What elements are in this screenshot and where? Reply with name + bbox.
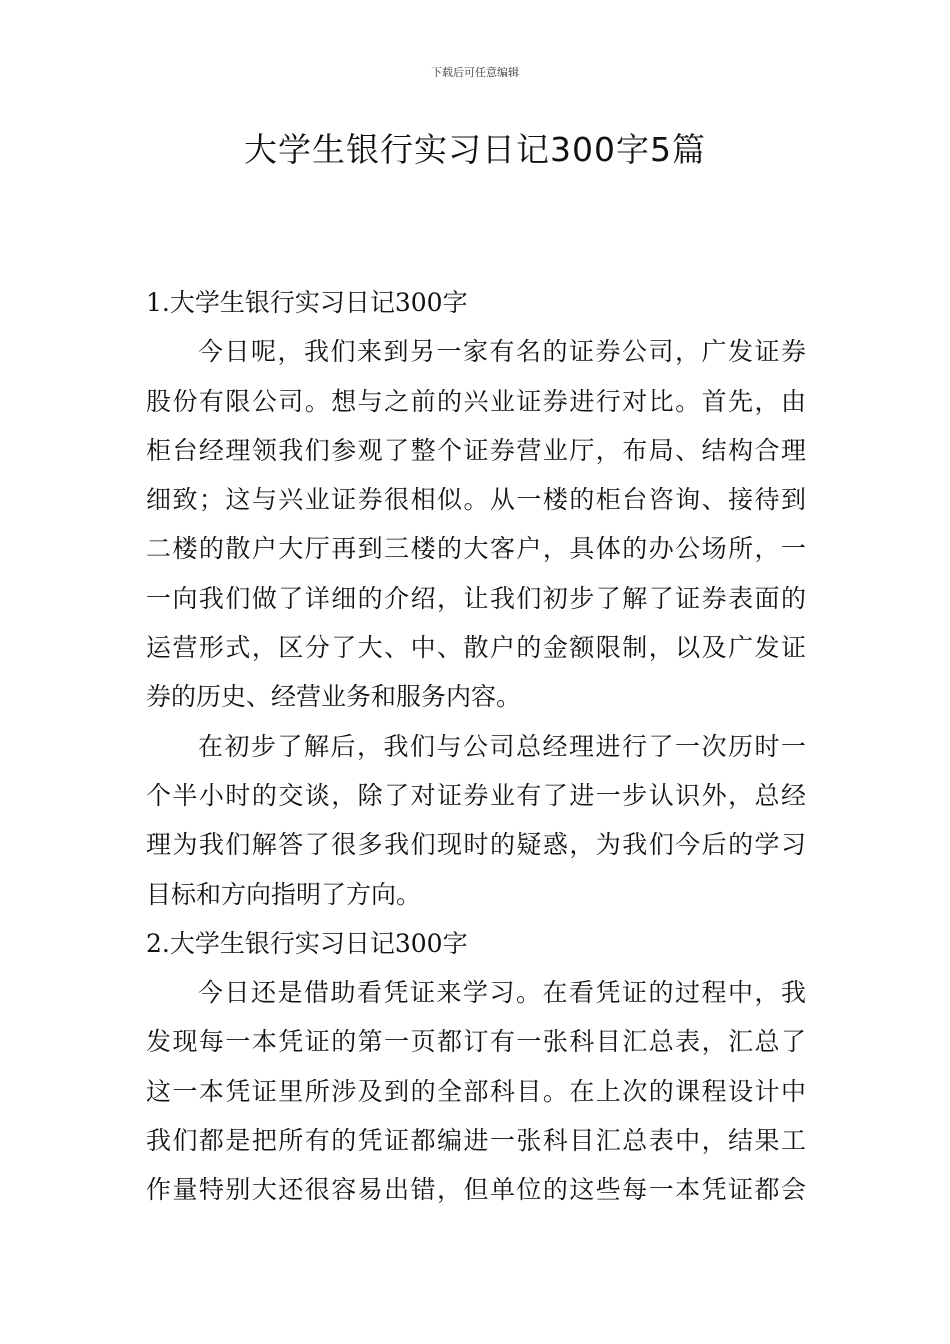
- text-line: 股份有限公司。想与之前的兴业证券进行对比。首先，由: [146, 386, 806, 416]
- text-line: 作量特别大还很容易出错，但单位的这些每一本凭证都会: [146, 1175, 806, 1205]
- text-line: 在初步了解后，我们与公司总经理进行了一次历时一: [198, 731, 806, 761]
- document-body: [146, 278, 806, 1215]
- text-line: 理为我们解答了很多我们现时的疑惑，为我们今后的学习: [146, 830, 806, 860]
- text-line: 运营形式，区分了大、中、散户的金额限制，以及广发证: [146, 633, 806, 663]
- text-line: 个半小时的交谈，除了对证券业有了进一步认识外，总经: [146, 780, 806, 810]
- paragraph: [146, 327, 806, 721]
- text-line: 柜台经理领我们参观了整个证券营业厅，布局、结构合理: [146, 435, 806, 465]
- text-line: 券的历史、经营业务和服务内容。: [146, 682, 522, 712]
- text-line: 今日呢，我们来到另一家有名的证券公司，广发证券: [198, 337, 806, 367]
- paragraph: [146, 968, 806, 1214]
- text-line: 发现每一本凭证的第一页都订有一张科目汇总表，汇总了: [146, 1027, 806, 1057]
- text-line: 今日还是借助看凭证来学习。在看凭证的过程中，我: [198, 978, 806, 1008]
- text-line: 这一本凭证里所涉及到的全部科目。在上次的课程设计中: [146, 1076, 806, 1106]
- text-line: 目标和方向指明了方向。: [146, 879, 422, 909]
- text-line: 细致；这与兴业证券很相似。从一楼的柜台咨询、接待到: [146, 485, 806, 515]
- text-line: 我们都是把所有的凭证都编进一张科目汇总表中，结果工: [146, 1126, 806, 1156]
- header-note: 下载后可任意编辑: [431, 66, 519, 79]
- section-heading: 2.大学生银行实习日记300字: [146, 928, 468, 958]
- document-title: 大学生银行实习日记300字5篇: [244, 130, 706, 169]
- paragraph: [146, 722, 806, 919]
- text-line: 一向我们做了详细的介绍，让我们初步了解了证券表面的: [146, 583, 806, 613]
- section-heading: 1.大学生银行实习日记300字: [146, 288, 468, 317]
- text-line: 二楼的散户大厅再到三楼的大客户，具体的办公场所，一: [146, 534, 806, 564]
